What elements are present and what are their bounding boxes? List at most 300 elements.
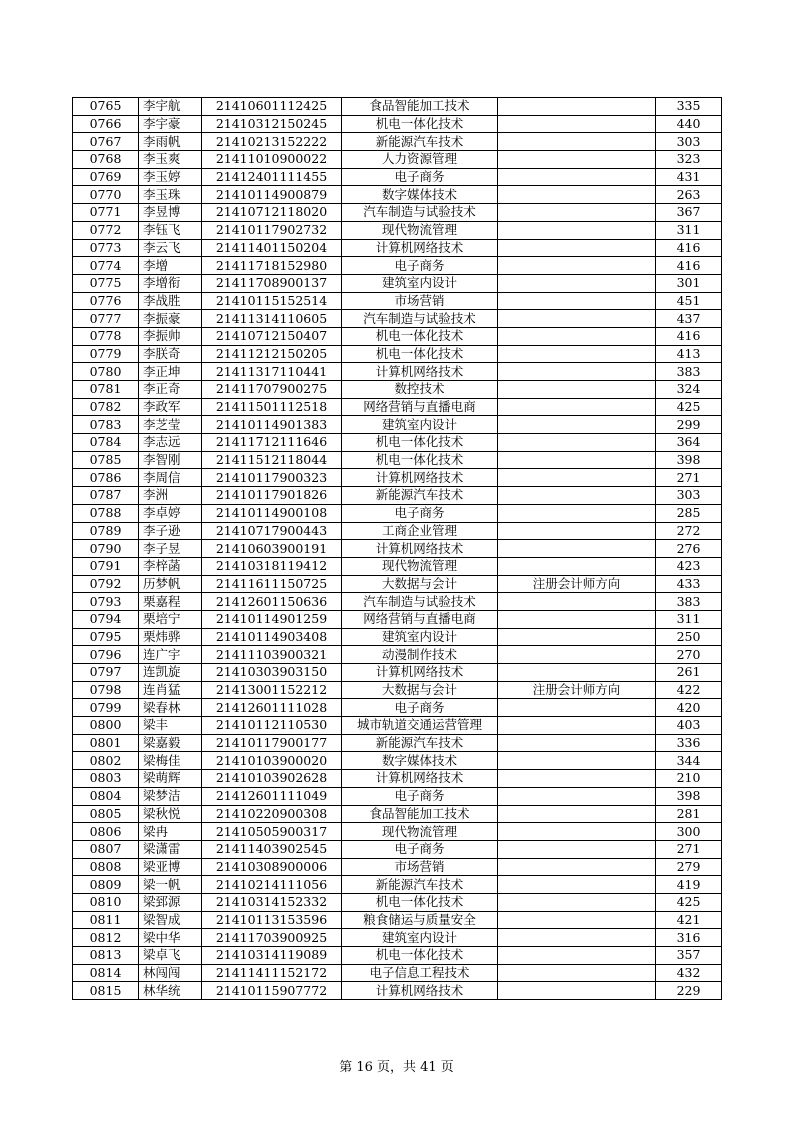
table-row: [73, 664, 722, 682]
exam-id-cell: 21410717900443: [202, 522, 342, 540]
major-cell: 汽车制造与试验技术: [342, 204, 498, 222]
direction-cell: [498, 434, 656, 452]
score-cell: 437: [656, 310, 722, 328]
table-row: [73, 540, 722, 558]
row-number-cell: 0789: [73, 522, 139, 540]
score-cell: 419: [656, 876, 722, 894]
exam-id-cell: 21412601111049: [202, 787, 342, 805]
exam-id-cell: 21411411152172: [202, 964, 342, 982]
student-name-cell: 栗嘉程: [139, 593, 202, 611]
major-cell: 机电一体化技术: [342, 327, 498, 345]
table-row: [73, 204, 722, 222]
score-cell: 303: [656, 487, 722, 505]
student-name-cell: 李洲: [139, 487, 202, 505]
score-cell: 357: [656, 947, 722, 965]
direction-cell: [498, 363, 656, 381]
major-cell: 计算机网络技术: [342, 982, 498, 1000]
score-cell: 403: [656, 717, 722, 735]
table-row: [73, 628, 722, 646]
student-name-cell: 李雨帆: [139, 133, 202, 151]
table-body: [73, 98, 722, 1000]
table-row: [73, 646, 722, 664]
row-number-cell: 0807: [73, 840, 139, 858]
row-number-cell: 0800: [73, 717, 139, 735]
student-name-cell: 李梓菡: [139, 557, 202, 575]
row-number-cell: 0765: [73, 98, 139, 116]
exam-id-cell: 21411103900321: [202, 646, 342, 664]
direction-cell: [498, 964, 656, 982]
table-row: [73, 575, 722, 593]
score-cell: 383: [656, 363, 722, 381]
row-number-cell: 0813: [73, 947, 139, 965]
row-number-cell: 0812: [73, 929, 139, 947]
student-name-cell: 连广宇: [139, 646, 202, 664]
major-cell: 汽车制造与试验技术: [342, 310, 498, 328]
exam-id-cell: 21410314152332: [202, 893, 342, 911]
direction-cell: [498, 381, 656, 399]
row-number-cell: 0796: [73, 646, 139, 664]
row-number-cell: 0773: [73, 239, 139, 257]
page-footer: 第 16 页，共 41 页: [339, 1060, 454, 1075]
exam-id-cell: 21410712118020: [202, 204, 342, 222]
exam-id-cell: 21411512118044: [202, 451, 342, 469]
exam-id-cell: 21411611150725: [202, 575, 342, 593]
table-row: [73, 345, 722, 363]
direction-cell: [498, 805, 656, 823]
row-number-cell: 0766: [73, 115, 139, 133]
row-number-cell: 0767: [73, 133, 139, 151]
table-row: [73, 363, 722, 381]
direction-cell: [498, 947, 656, 965]
score-cell: 285: [656, 504, 722, 522]
score-cell: 416: [656, 327, 722, 345]
major-cell: 现代物流管理: [342, 221, 498, 239]
exam-id-cell: 21410114900879: [202, 186, 342, 204]
score-cell: 300: [656, 823, 722, 841]
student-name-cell: 李卓婷: [139, 504, 202, 522]
exam-id-cell: 21410115907772: [202, 982, 342, 1000]
row-number-cell: 0786: [73, 469, 139, 487]
score-cell: 367: [656, 204, 722, 222]
row-number-cell: 0776: [73, 292, 139, 310]
table-row: [73, 451, 722, 469]
student-name-cell: 李芝莹: [139, 416, 202, 434]
score-cell: 421: [656, 911, 722, 929]
major-cell: 食品智能加工技术: [342, 805, 498, 823]
exam-id-cell: 21411212150205: [202, 345, 342, 363]
student-name-cell: 李志远: [139, 434, 202, 452]
direction-cell: 注册会计师方向: [498, 575, 656, 593]
major-cell: 动漫制作技术: [342, 646, 498, 664]
student-name-cell: 梁智成: [139, 911, 202, 929]
direction-cell: [498, 929, 656, 947]
exam-id-cell: 21410117900177: [202, 734, 342, 752]
student-name-cell: 李云飞: [139, 239, 202, 257]
table-row: [73, 929, 722, 947]
direction-cell: [498, 257, 656, 275]
score-cell: 229: [656, 982, 722, 1000]
exam-id-cell: 21410505900317: [202, 823, 342, 841]
exam-id-cell: 21413001152212: [202, 681, 342, 699]
exam-id-cell: 21410312150245: [202, 115, 342, 133]
table-row: [73, 133, 722, 151]
row-number-cell: 0790: [73, 540, 139, 558]
row-number-cell: 0771: [73, 204, 139, 222]
exam-id-cell: 21411501112518: [202, 398, 342, 416]
direction-cell: [498, 186, 656, 204]
student-name-cell: 林华统: [139, 982, 202, 1000]
direction-cell: [498, 398, 656, 416]
score-cell: 270: [656, 646, 722, 664]
student-name-cell: 李振帅: [139, 327, 202, 345]
row-number-cell: 0808: [73, 858, 139, 876]
exam-id-cell: 21410112110530: [202, 717, 342, 735]
exam-id-cell: 21410308900006: [202, 858, 342, 876]
score-cell: 432: [656, 964, 722, 982]
exam-id-cell: 21411712111646: [202, 434, 342, 452]
direction-cell: [498, 770, 656, 788]
student-name-cell: 李子逊: [139, 522, 202, 540]
major-cell: 计算机网络技术: [342, 664, 498, 682]
row-number-cell: 0793: [73, 593, 139, 611]
major-cell: 机电一体化技术: [342, 893, 498, 911]
major-cell: 新能源汽车技术: [342, 133, 498, 151]
score-cell: 276: [656, 540, 722, 558]
score-cell: 299: [656, 416, 722, 434]
student-name-cell: 连肖猛: [139, 681, 202, 699]
score-cell: 423: [656, 557, 722, 575]
major-cell: 电子商务: [342, 840, 498, 858]
score-cell: 335: [656, 98, 722, 116]
major-cell: 人力资源管理: [342, 151, 498, 169]
direction-cell: [498, 451, 656, 469]
row-number-cell: 0810: [73, 893, 139, 911]
score-cell: 261: [656, 664, 722, 682]
table-row: [73, 469, 722, 487]
student-name-cell: 李昱博: [139, 204, 202, 222]
table-row: [73, 964, 722, 982]
row-number-cell: 0775: [73, 274, 139, 292]
row-number-cell: 0809: [73, 876, 139, 894]
direction-cell: [498, 487, 656, 505]
direction-cell: [498, 911, 656, 929]
row-number-cell: 0772: [73, 221, 139, 239]
direction-cell: [498, 540, 656, 558]
exam-id-cell: 21410213152222: [202, 133, 342, 151]
table-row: [73, 557, 722, 575]
table-row: [73, 699, 722, 717]
student-name-cell: 李钰飞: [139, 221, 202, 239]
major-cell: 大数据与会计: [342, 575, 498, 593]
table-row: [73, 381, 722, 399]
student-name-cell: 梁春林: [139, 699, 202, 717]
direction-cell: [498, 876, 656, 894]
score-cell: 431: [656, 168, 722, 186]
exam-id-cell: 21410103900020: [202, 752, 342, 770]
direction-cell: [498, 982, 656, 1000]
score-cell: 433: [656, 575, 722, 593]
direction-cell: [498, 610, 656, 628]
table-row: [73, 221, 722, 239]
student-name-cell: 李周信: [139, 469, 202, 487]
row-number-cell: 0815: [73, 982, 139, 1000]
major-cell: 计算机网络技术: [342, 540, 498, 558]
row-number-cell: 0805: [73, 805, 139, 823]
exam-id-cell: 21410314119089: [202, 947, 342, 965]
table-row: [73, 610, 722, 628]
student-name-cell: 梁秋悦: [139, 805, 202, 823]
table-row: [73, 522, 722, 540]
score-cell: 316: [656, 929, 722, 947]
major-cell: 建筑室内设计: [342, 929, 498, 947]
exam-id-cell: 21410214111056: [202, 876, 342, 894]
score-cell: 279: [656, 858, 722, 876]
direction-cell: [498, 787, 656, 805]
direction-cell: [498, 345, 656, 363]
student-name-cell: 连凯旋: [139, 664, 202, 682]
exam-id-cell: 21412401111455: [202, 168, 342, 186]
row-number-cell: 0797: [73, 664, 139, 682]
score-cell: 425: [656, 398, 722, 416]
score-cell: 451: [656, 292, 722, 310]
score-cell: 413: [656, 345, 722, 363]
table-row: [73, 98, 722, 116]
student-name-cell: 林闯闯: [139, 964, 202, 982]
table-row: [73, 398, 722, 416]
row-number-cell: 0783: [73, 416, 139, 434]
major-cell: 机电一体化技术: [342, 345, 498, 363]
table-row: [73, 115, 722, 133]
row-number-cell: 0799: [73, 699, 139, 717]
row-number-cell: 0777: [73, 310, 139, 328]
direction-cell: [498, 327, 656, 345]
table-row: [73, 947, 722, 965]
direction-cell: [498, 717, 656, 735]
row-number-cell: 0769: [73, 168, 139, 186]
major-cell: 电子商务: [342, 168, 498, 186]
score-cell: 271: [656, 469, 722, 487]
major-cell: 新能源汽车技术: [342, 734, 498, 752]
major-cell: 计算机网络技术: [342, 239, 498, 257]
row-number-cell: 0778: [73, 327, 139, 345]
table-row: [73, 310, 722, 328]
exam-id-cell: 21412601150636: [202, 593, 342, 611]
score-cell: 311: [656, 610, 722, 628]
score-cell: 336: [656, 734, 722, 752]
student-name-cell: 梁潇雷: [139, 840, 202, 858]
table-row: [73, 787, 722, 805]
score-cell: 364: [656, 434, 722, 452]
direction-cell: [498, 274, 656, 292]
exam-id-cell: 21410114901259: [202, 610, 342, 628]
score-cell: 425: [656, 893, 722, 911]
major-cell: 城市轨道交通运营管理: [342, 717, 498, 735]
table-row: [73, 681, 722, 699]
score-cell: 311: [656, 221, 722, 239]
major-cell: 新能源汽车技术: [342, 876, 498, 894]
table-row: [73, 770, 722, 788]
major-cell: 数字媒体技术: [342, 186, 498, 204]
exam-id-cell: 21411707900275: [202, 381, 342, 399]
score-cell: 398: [656, 451, 722, 469]
score-cell: 422: [656, 681, 722, 699]
major-cell: 新能源汽车技术: [342, 487, 498, 505]
exam-id-cell: 21410318119412: [202, 557, 342, 575]
exam-id-cell: 21411403902545: [202, 840, 342, 858]
student-name-cell: 李宇豪: [139, 115, 202, 133]
row-number-cell: 0785: [73, 451, 139, 469]
direction-cell: [498, 292, 656, 310]
major-cell: 电子商务: [342, 699, 498, 717]
direction-cell: [498, 593, 656, 611]
score-cell: 250: [656, 628, 722, 646]
table-row: [73, 876, 722, 894]
score-cell: 420: [656, 699, 722, 717]
table-row: [73, 168, 722, 186]
exam-id-cell: 21410114900108: [202, 504, 342, 522]
student-name-cell: 栗培宁: [139, 610, 202, 628]
major-cell: 机电一体化技术: [342, 434, 498, 452]
score-cell: 324: [656, 381, 722, 399]
student-name-cell: 李玉珠: [139, 186, 202, 204]
row-number-cell: 0792: [73, 575, 139, 593]
major-cell: 市场营销: [342, 292, 498, 310]
major-cell: 机电一体化技术: [342, 115, 498, 133]
student-name-cell: 李振豪: [139, 310, 202, 328]
direction-cell: [498, 823, 656, 841]
row-number-cell: 0801: [73, 734, 139, 752]
table-row: [73, 982, 722, 1000]
row-number-cell: 0804: [73, 787, 139, 805]
student-name-cell: 梁丰: [139, 717, 202, 735]
direction-cell: [498, 628, 656, 646]
direction-cell: [498, 133, 656, 151]
student-name-cell: 李增: [139, 257, 202, 275]
score-cell: 281: [656, 805, 722, 823]
direction-cell: [498, 168, 656, 186]
major-cell: 建筑室内设计: [342, 274, 498, 292]
major-cell: 网络营销与直播电商: [342, 610, 498, 628]
score-cell: 272: [656, 522, 722, 540]
major-cell: 计算机网络技术: [342, 770, 498, 788]
major-cell: 电子商务: [342, 787, 498, 805]
direction-cell: [498, 734, 656, 752]
exam-id-cell: 21410220900308: [202, 805, 342, 823]
student-name-cell: 梁卓飞: [139, 947, 202, 965]
score-cell: 303: [656, 133, 722, 151]
major-cell: 电子商务: [342, 504, 498, 522]
table-row: [73, 257, 722, 275]
direction-cell: [498, 221, 656, 239]
major-cell: 电子商务: [342, 257, 498, 275]
student-name-cell: 李玉爽: [139, 151, 202, 169]
score-cell: 271: [656, 840, 722, 858]
major-cell: 网络营销与直播电商: [342, 398, 498, 416]
direction-cell: [498, 204, 656, 222]
row-number-cell: 0802: [73, 752, 139, 770]
major-cell: 计算机网络技术: [342, 363, 498, 381]
table-row: [73, 239, 722, 257]
student-name-cell: 梁嘉毅: [139, 734, 202, 752]
major-cell: 电子信息工程技术: [342, 964, 498, 982]
row-number-cell: 0791: [73, 557, 139, 575]
major-cell: 建筑室内设计: [342, 628, 498, 646]
major-cell: 大数据与会计: [342, 681, 498, 699]
score-cell: 440: [656, 115, 722, 133]
score-cell: 323: [656, 151, 722, 169]
exam-id-cell: 21410712150407: [202, 327, 342, 345]
table-row: [73, 805, 722, 823]
exam-id-cell: 21411317110441: [202, 363, 342, 381]
exam-id-cell: 21410303903150: [202, 664, 342, 682]
major-cell: 工商企业管理: [342, 522, 498, 540]
table-row: [73, 823, 722, 841]
table-row: [73, 327, 722, 345]
student-name-cell: 李子昱: [139, 540, 202, 558]
direction-cell: [498, 752, 656, 770]
score-cell: 416: [656, 239, 722, 257]
exam-id-cell: 21411718152980: [202, 257, 342, 275]
direction-cell: [498, 310, 656, 328]
student-name-cell: 梁一帆: [139, 876, 202, 894]
direction-cell: [498, 239, 656, 257]
exam-id-cell: 21411703900925: [202, 929, 342, 947]
direction-cell: [498, 699, 656, 717]
table-row: [73, 593, 722, 611]
score-cell: 383: [656, 593, 722, 611]
major-cell: 机电一体化技术: [342, 451, 498, 469]
table-row: [73, 858, 722, 876]
table-row: [73, 911, 722, 929]
student-name-cell: 李朕奇: [139, 345, 202, 363]
student-name-cell: 李增衔: [139, 274, 202, 292]
student-name-cell: 李玉婷: [139, 168, 202, 186]
table-row: [73, 434, 722, 452]
direction-cell: [498, 98, 656, 116]
student-name-cell: 梁梅佳: [139, 752, 202, 770]
student-name-cell: 梁郅源: [139, 893, 202, 911]
row-number-cell: 0779: [73, 345, 139, 363]
student-name-cell: 梁冉: [139, 823, 202, 841]
student-name-cell: 李正奇: [139, 381, 202, 399]
exam-id-cell: 21411314110605: [202, 310, 342, 328]
direction-cell: [498, 504, 656, 522]
direction-cell: [498, 151, 656, 169]
student-name-cell: 李正坤: [139, 363, 202, 381]
major-cell: 汽车制造与试验技术: [342, 593, 498, 611]
table-row: [73, 752, 722, 770]
row-number-cell: 0811: [73, 911, 139, 929]
score-cell: 210: [656, 770, 722, 788]
major-cell: 粮食储运与质量安全: [342, 911, 498, 929]
direction-cell: [498, 664, 656, 682]
direction-cell: [498, 858, 656, 876]
table-row: [73, 186, 722, 204]
table-row: [73, 504, 722, 522]
direction-cell: [498, 469, 656, 487]
exam-id-cell: 21411010900022: [202, 151, 342, 169]
exam-id-cell: 21411708900137: [202, 274, 342, 292]
table-row: [73, 840, 722, 858]
exam-id-cell: 21412601111028: [202, 699, 342, 717]
exam-id-cell: 21411401150204: [202, 239, 342, 257]
major-cell: 现代物流管理: [342, 823, 498, 841]
exam-id-cell: 21410115152514: [202, 292, 342, 310]
student-name-cell: 栗炜骅: [139, 628, 202, 646]
row-number-cell: 0774: [73, 257, 139, 275]
major-cell: 数控技术: [342, 381, 498, 399]
exam-id-cell: 21410114901383: [202, 416, 342, 434]
